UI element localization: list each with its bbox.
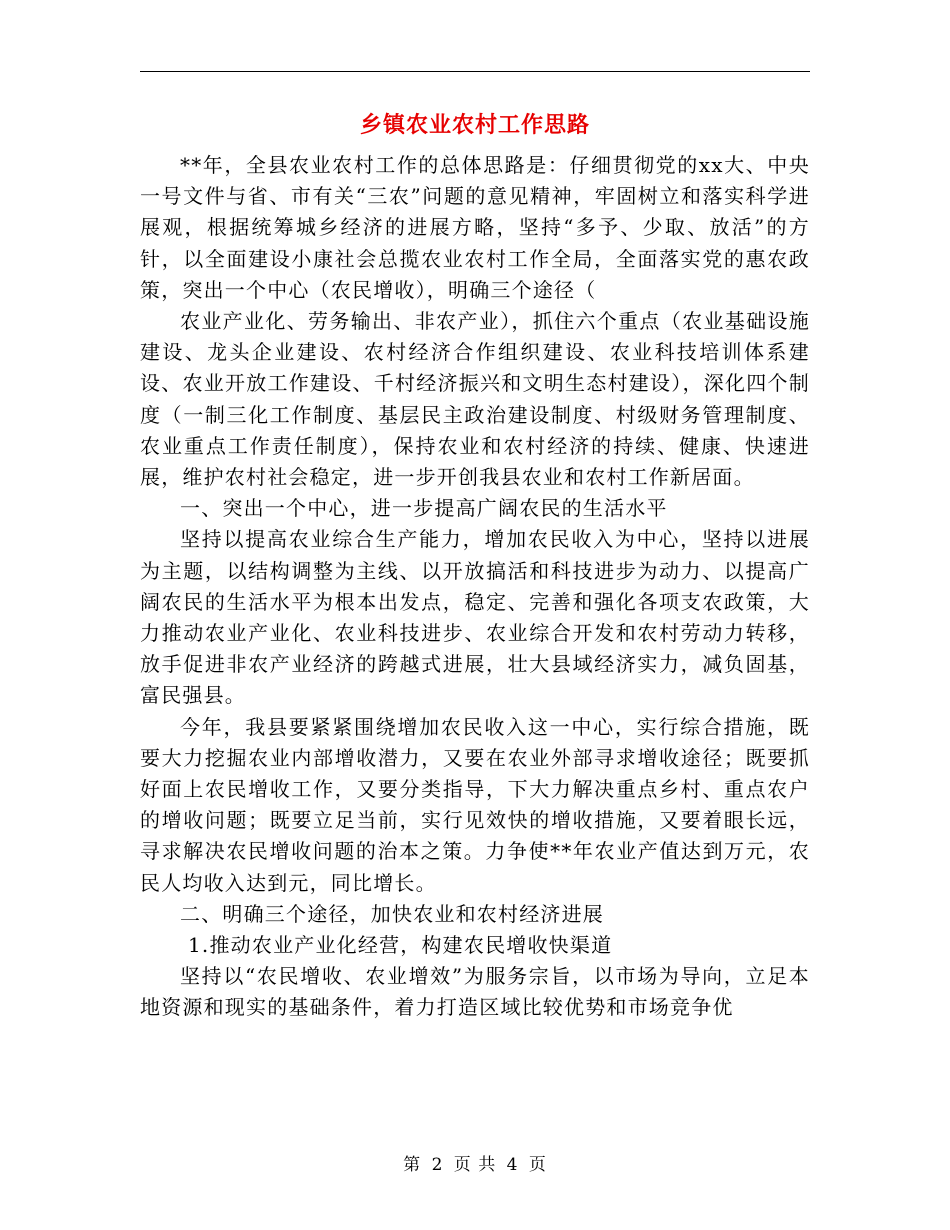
subsection-heading-2-1: 1.推动农业产业化经营，构建农民增收快渠道 (188, 933, 613, 958)
footer-suffix: 页 (528, 1155, 547, 1175)
document-title: 乡镇农业农村工作思路 (359, 112, 590, 138)
paragraph-section-1-goals: 今年，我县要紧紧围绕增加农民收入这一中心，实行综合措施，既要大力挖掘农业内部增收潜力，又要在农业外部寻求增收途径；既要抓好面上农民增收工作，又要分类指导，下大力解决重点乡村、重点农户的增收问题；既要立足当前，实行见效快的增收措施，又要着眼长远，寻求解决农民增收问题的治本之策。力争使**年农业产值达到万元，农民人均收入达到元，同比增长。 (140, 714, 810, 895)
section-heading-1: 一、突出一个中心，进一步提高广阔农民的生活水平 (180, 496, 668, 521)
header-rule (140, 71, 810, 72)
section-heading-2: 二、明确三个途径，加快农业和农村经济进展 (180, 901, 604, 926)
paragraph-intro-continued: 农业产业化、劳务输出、非农产业），抓住六个重点（农业基础设施建设、龙头企业建设、农村经济合作组织建设、农业科技培训体系建设、农业开放工作建设、千村经济振兴和文明生态村建设），深化四个制度（一制三化工作制度、基层民主政治建设制度、村级财务管理制度、农业重点工作责任制度），保持农业和农村经济的持续、健康、快速进展，维护农村社会稳定，进一步开创我县农业和农村工作新居面。 (140, 309, 810, 490)
page-footer (0, 1152, 950, 1178)
document-body (140, 150, 810, 1024)
paragraph-section-1: 坚持以提高农业综合生产能力，增加农民收入为中心，坚持以进展为主题，以结构调整为主线、以开放搞活和科技进步为动力、以提高广阔农民的生活水平为根本出发点，稳定、完善和强化各项支农政策，大力推动农业产业化、农业科技进步、农业综合开发和农村劳动力转移，放手促进非农产业经济的跨越式进展，壮大县域经济实力，减负固基，富民强县。 (140, 527, 810, 708)
footer-prefix: 第 (403, 1155, 422, 1175)
footer-page-number: 2 (431, 1155, 444, 1175)
footer-middle: 页 共 (453, 1155, 497, 1175)
footer-total-pages: 4 (506, 1155, 519, 1175)
paragraph-section-2-1: 坚持以“农民增收、农业增效”为服务宗旨，以市场为导向，立足本地资源和现实的基础条件，着力打造区域比较优势和市场竞争优 (140, 964, 810, 1020)
paragraph-intro: **年，全县农业农村工作的总体思路是：仔细贯彻党的xx大、中央一号文件与省、市有关“三农”问题的意见精神，牢固树立和落实科学进展观，根据统筹城乡经济的进展方略，坚持“多予、少取、放活”的方针，以全面建设小康社会总揽农业农村工作全局，全面落实党的惠农政策，突出一个中心（农民增收），明确三个途径（ (140, 153, 810, 302)
